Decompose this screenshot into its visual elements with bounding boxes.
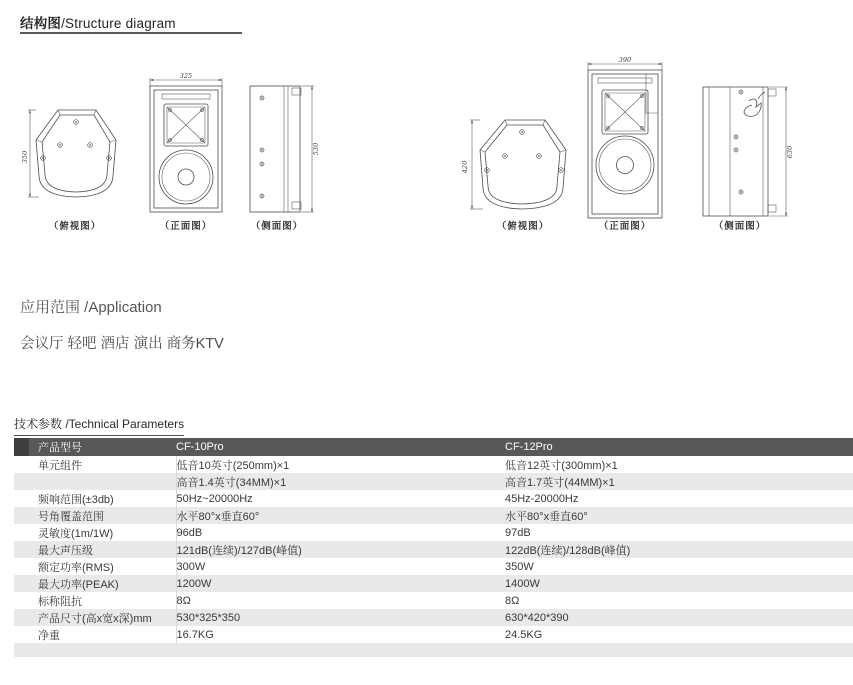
cell-v1: 530*325*350 bbox=[176, 611, 241, 624]
structure-diagrams bbox=[0, 45, 853, 245]
cell-v2: 97dB bbox=[505, 526, 531, 539]
cell-v2: 24.5KG bbox=[505, 628, 543, 641]
cell-v2: 8Ω bbox=[505, 594, 520, 607]
right-top-view-dimension: 420 bbox=[461, 160, 469, 174]
cell-v1: 高音1.4英寸(34MM)×1 bbox=[176, 476, 287, 489]
structure-title-cn: 结构图 bbox=[20, 16, 62, 31]
table-row bbox=[14, 456, 853, 473]
header-accent-block bbox=[14, 438, 29, 456]
application-section-title: 应用范围 /Application bbox=[20, 299, 162, 316]
structure-section-title bbox=[20, 12, 176, 32]
header-cell-cf12pro: CF-12Pro bbox=[505, 441, 553, 453]
left-top-view-dimension: 350 bbox=[21, 150, 29, 164]
table-footer-band bbox=[14, 643, 853, 657]
cell-v1: 1200W bbox=[176, 577, 212, 590]
cell-v1: 低音10英寸(250mm)×1 bbox=[176, 459, 290, 472]
table-row bbox=[14, 473, 853, 490]
right-top-view-label: （俯视图） bbox=[496, 221, 550, 232]
structure-left-group bbox=[21, 72, 320, 232]
structure-title-underline bbox=[20, 32, 242, 34]
cell-label: 最大声压级 bbox=[14, 541, 176, 558]
table-row bbox=[14, 541, 853, 558]
table-row bbox=[14, 490, 853, 507]
left-front-view-drawing bbox=[150, 72, 222, 212]
tech-title-cn: 技术参数 bbox=[14, 417, 63, 431]
cell-label: 频响范围(±3db) bbox=[14, 490, 176, 507]
cell-v1: 50Hz~20000Hz bbox=[176, 492, 253, 505]
table-row bbox=[14, 558, 853, 575]
cell-v2: 350W bbox=[505, 560, 534, 573]
cell-v1: 水平80°x垂直60° bbox=[176, 510, 260, 523]
cell-v1: 16.7KG bbox=[176, 628, 214, 641]
cell-label bbox=[14, 473, 176, 490]
structure-title-en: /Structure diagram bbox=[61, 16, 176, 31]
brand-logo-icon bbox=[744, 92, 765, 116]
cell-v2: 低音12英寸(300mm)×1 bbox=[505, 459, 618, 472]
cell-v2: 1400W bbox=[505, 577, 540, 590]
table-row bbox=[14, 592, 853, 609]
cell-label: 号角覆盖范围 bbox=[14, 507, 176, 524]
header-cell-cf10pro: CF-10Pro bbox=[176, 441, 224, 453]
cell-v2: 630*420*390 bbox=[505, 611, 569, 624]
spec-table bbox=[14, 438, 853, 657]
table-row bbox=[14, 524, 853, 541]
cell-v1: 121dB(连续)/127dB(峰值) bbox=[176, 544, 302, 557]
cell-label: 单元组件 bbox=[14, 456, 176, 473]
left-side-view-dimension: 530 bbox=[312, 142, 320, 156]
tech-title-en: /Technical Parameters bbox=[62, 417, 185, 431]
left-side-view-drawing bbox=[250, 86, 320, 212]
left-front-view-label: （正面图） bbox=[159, 221, 213, 232]
right-side-view-label: （侧面图） bbox=[713, 221, 767, 232]
table-row bbox=[14, 575, 853, 592]
cell-v1: 8Ω bbox=[176, 594, 191, 607]
table-row bbox=[14, 609, 853, 626]
header-cell-model: 产品型号 bbox=[14, 438, 176, 456]
right-front-view-dimension: 390 bbox=[618, 56, 632, 64]
cell-label: 标称阻抗 bbox=[14, 592, 176, 609]
cell-label: 最大功率(PEAK) bbox=[14, 575, 176, 592]
cell-v2: 高音1.7英寸(44MM)×1 bbox=[505, 476, 615, 489]
tech-section-title bbox=[14, 415, 184, 436]
cell-v2: 水平80°x垂直60° bbox=[505, 510, 588, 523]
cell-v1: 96dB bbox=[176, 526, 203, 539]
right-top-view-drawing bbox=[461, 120, 566, 209]
right-side-view-dimension: 630 bbox=[786, 145, 794, 159]
table-row bbox=[14, 626, 853, 643]
cell-label: 净重 bbox=[14, 626, 176, 643]
cell-label: 额定功率(RMS) bbox=[14, 558, 176, 575]
right-side-view-drawing bbox=[703, 87, 794, 216]
cell-v1: 300W bbox=[176, 560, 206, 573]
spec-table-header-row bbox=[14, 438, 853, 456]
application-text: 会议厅 轻吧 酒店 演出 商务KTV bbox=[20, 336, 224, 352]
cell-v2: 45Hz-20000Hz bbox=[505, 492, 579, 505]
left-top-view-label: （俯视图） bbox=[48, 221, 102, 232]
left-front-view-dimension: 325 bbox=[179, 72, 193, 80]
left-side-view-label: （侧面图） bbox=[250, 221, 304, 232]
structure-right-group bbox=[461, 56, 794, 232]
spec-table-body bbox=[14, 456, 853, 657]
right-front-view-drawing bbox=[588, 56, 662, 218]
cell-v2: 122dB(连续)/128dB(峰值) bbox=[505, 544, 631, 557]
table-row bbox=[14, 507, 853, 524]
cell-label: 产品尺寸(高x宽x深)mm bbox=[14, 609, 176, 626]
cell-label: 灵敏度(1m/1W) bbox=[14, 524, 176, 541]
right-front-view-label: （正面图） bbox=[598, 221, 652, 232]
left-top-view-drawing bbox=[21, 110, 116, 197]
